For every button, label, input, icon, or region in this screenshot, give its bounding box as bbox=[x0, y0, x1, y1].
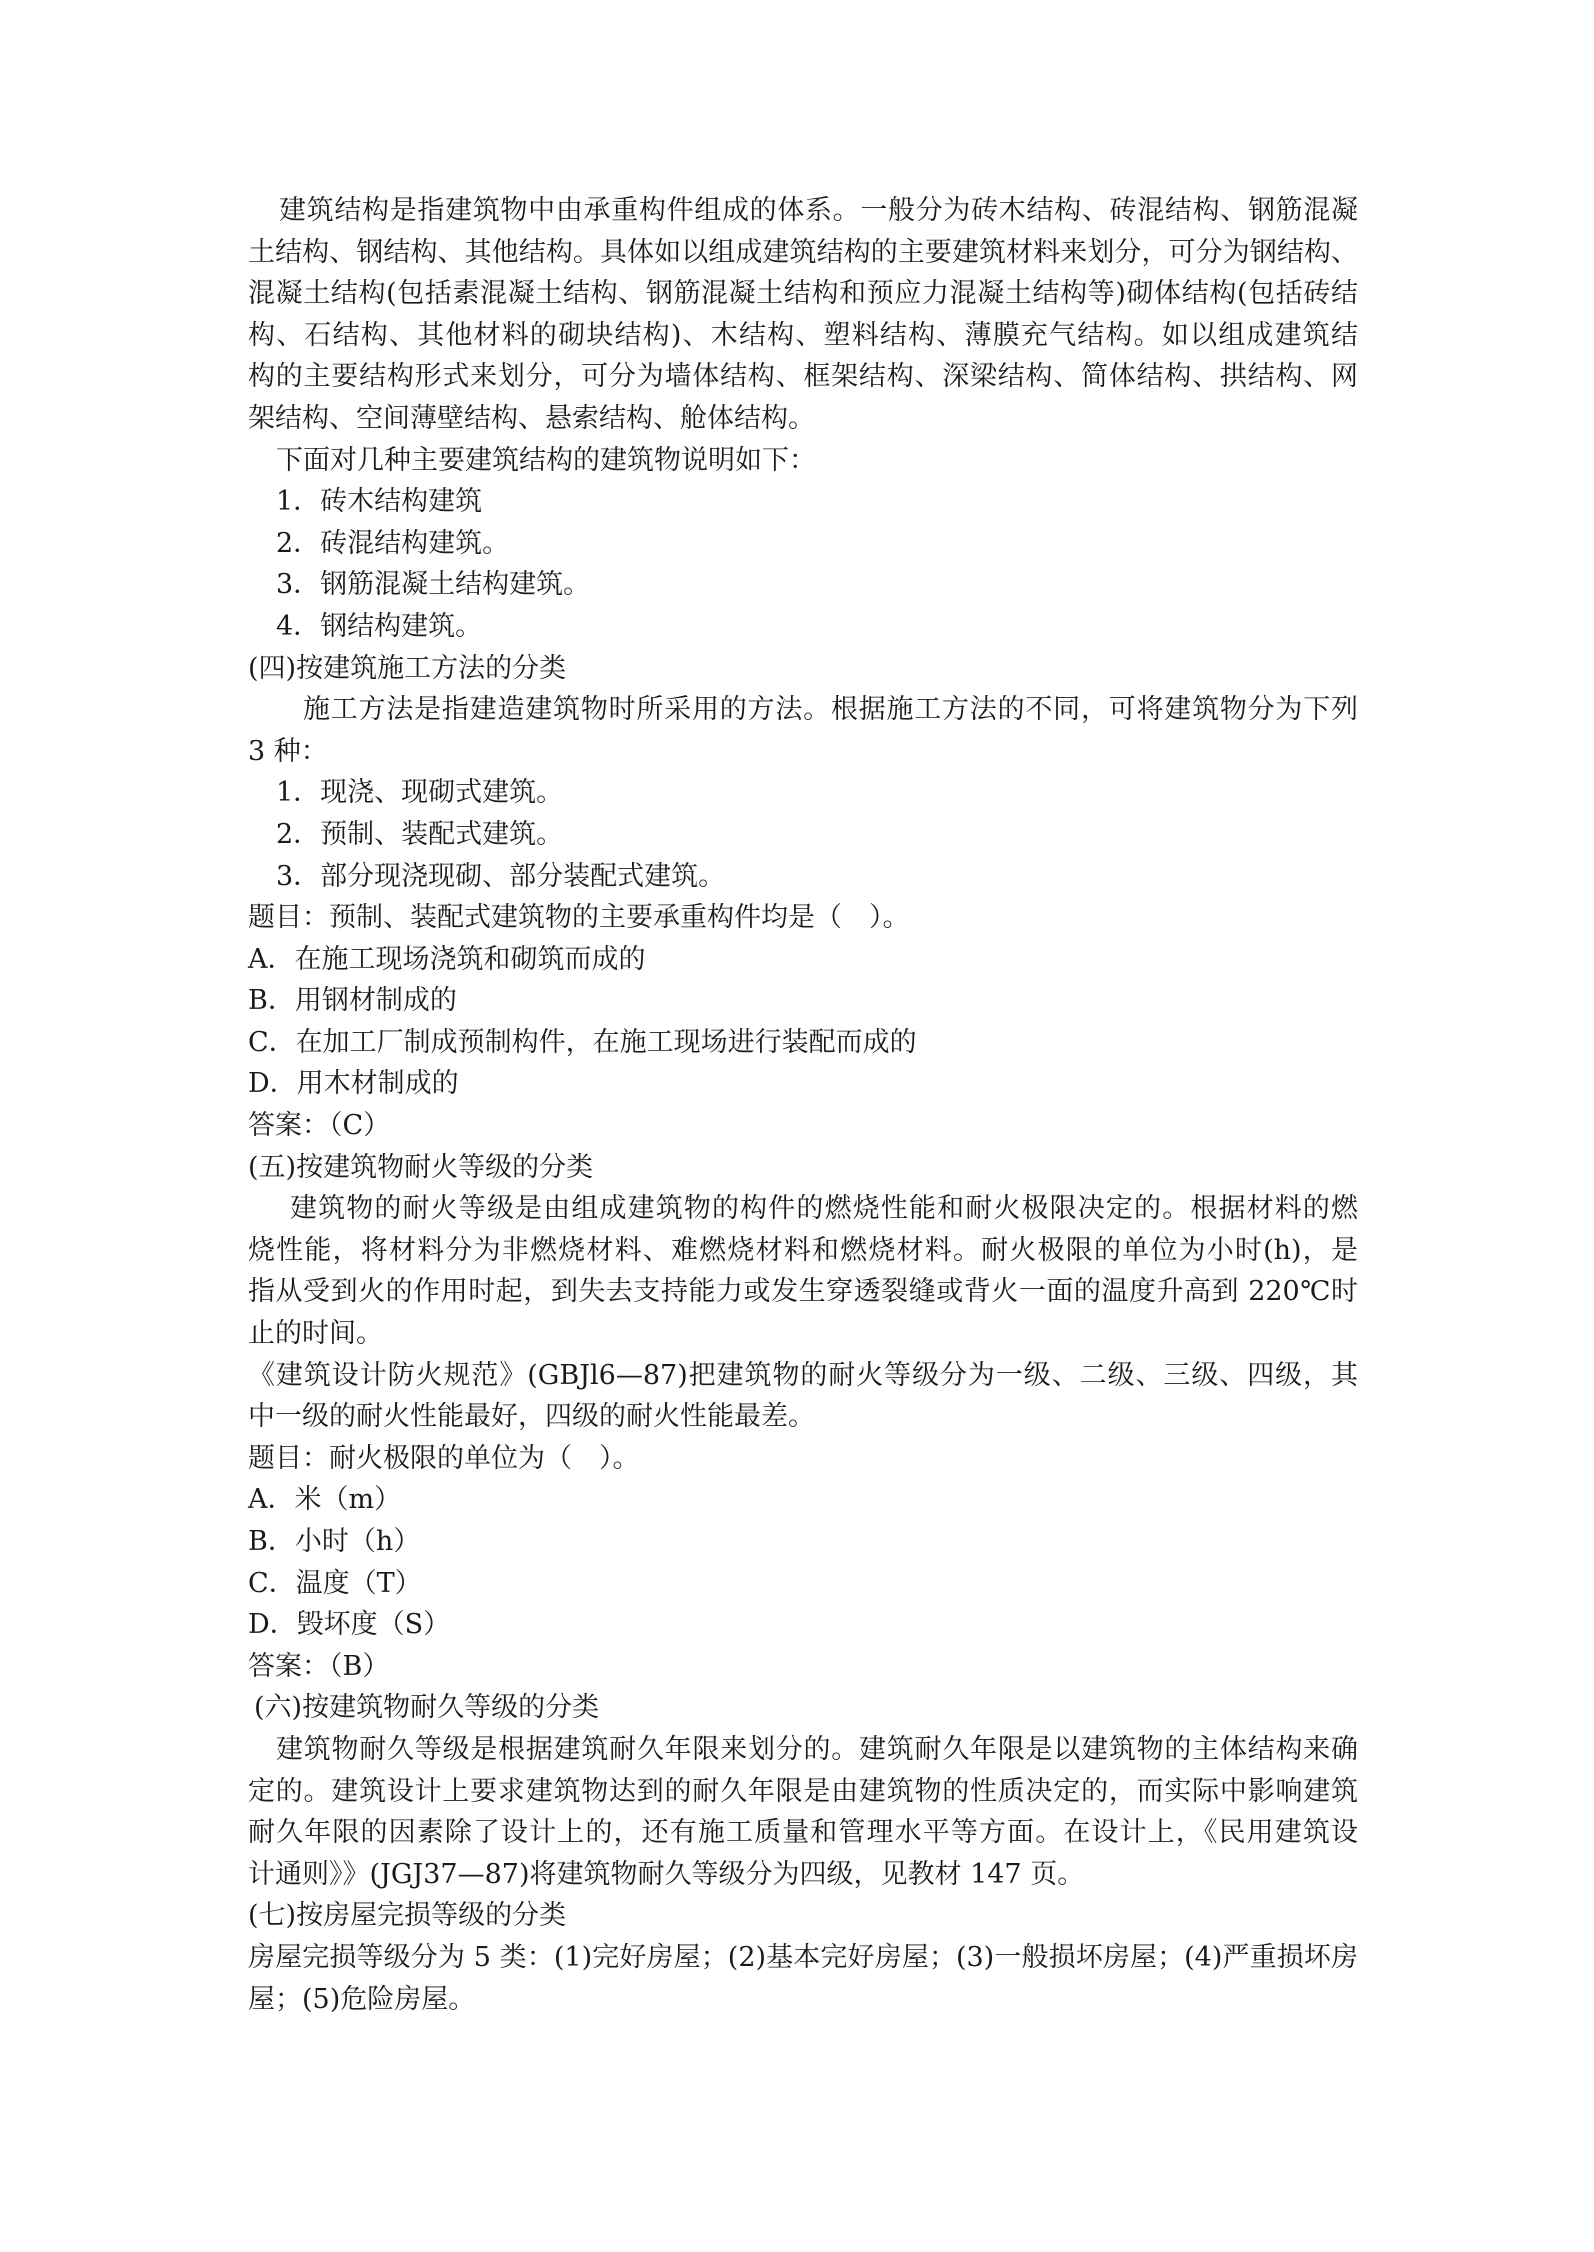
text-line: 指从受到火的作用时起，到失去支持能力或发生穿透裂缝或背火一面的温度升高到 220℃时 bbox=[248, 1276, 1358, 1308]
text-line: B．小时（h） bbox=[248, 1526, 421, 1557]
text-line: 计通则》》(JGJ37—87)将建筑物耐久等级分为四级，见教材 147 页。 bbox=[248, 1858, 1085, 1890]
text-line: 下面对几种主要建筑结构的建筑物说明如下： bbox=[276, 444, 816, 476]
text-line: 建筑结构是指建筑物中由承重构件组成的体系。一般分为砖木结构、砖混结构、钢筋混凝 bbox=[279, 195, 1358, 226]
text-line: 3．钢筋混凝土结构建筑。 bbox=[276, 569, 591, 601]
text-line: 答案：（B） bbox=[248, 1650, 390, 1682]
text-line: 烧性能，将材料分为非燃烧材料、难燃烧材料和燃烧材料。耐火极限的单位为小时(h)，是 bbox=[248, 1234, 1358, 1266]
text-line: B．用钢材制成的 bbox=[248, 985, 457, 1017]
text-line: 构、石结构、其他材料的砌块结构)、木结构、塑料结构、薄膜充气结构。如以组成建筑结 bbox=[248, 319, 1358, 351]
text-line: A．米（m） bbox=[248, 1484, 402, 1516]
text-line: 2．砖混结构建筑。 bbox=[276, 527, 510, 559]
text-line: 屋；(5)危险房屋。 bbox=[248, 1983, 476, 2015]
text-line: 4．钢结构建筑。 bbox=[276, 610, 483, 642]
text-line: 2．预制、装配式建筑。 bbox=[276, 818, 564, 850]
text-line: 土结构、钢结构、其他结构。具体如以组成建筑结构的主要建筑材料来划分，可分为钢结构、 bbox=[248, 236, 1358, 268]
text-line: 施工方法是指建造建筑物时所采用的方法。根据施工方法的不同，可将建筑物分为下列 bbox=[303, 694, 1358, 726]
text-line: 构的主要结构形式来划分，可分为墙体结构、框架结构、深梁结构、简体结构、拱结构、网 bbox=[248, 361, 1358, 393]
text-line: 3．部分现浇现砌、部分装配式建筑。 bbox=[276, 860, 726, 892]
text-line: (七)按房屋完损等级的分类 bbox=[248, 1900, 567, 1932]
text-line: 中一级的耐火性能最好，四级的耐火性能最差。 bbox=[248, 1401, 815, 1433]
text-line: 止的时间。 bbox=[248, 1318, 383, 1350]
text-line: (四)按建筑施工方法的分类 bbox=[248, 652, 567, 684]
text-line: 架结构、空间薄壁结构、悬索结构、舱体结构。 bbox=[248, 402, 815, 434]
text-line: 1．现浇、现砌式建筑。 bbox=[276, 777, 564, 809]
document-page bbox=[248, 190, 1358, 2020]
text-line: 《建筑设计防火规范》(GBJl6—87)把建筑物的耐火等级分为一级、二级、三级、四级，其 bbox=[248, 1359, 1358, 1391]
text-line: 题目：耐火极限的单位为（ ）。 bbox=[248, 1442, 640, 1474]
text-line: (六)按建筑物耐久等级的分类 bbox=[254, 1692, 600, 1724]
text-line: 1．砖木结构建筑 bbox=[276, 486, 483, 518]
text-line: C．温度（T） bbox=[248, 1567, 422, 1599]
text-line: 混凝土结构(包括素混凝土结构、钢筋混凝土结构和预应力混凝土结构等)砌体结构(包括砖结 bbox=[248, 278, 1358, 310]
text-line: A．在施工现场浇筑和砌筑而成的 bbox=[248, 943, 646, 975]
text-line: D．用木材制成的 bbox=[248, 1068, 459, 1100]
text-line: (五)按建筑物耐火等级的分类 bbox=[248, 1151, 594, 1183]
text-line: 定的。建筑设计上要求建筑物达到的耐久年限是由建筑物的性质决定的，而实际中影响建筑 bbox=[248, 1775, 1358, 1807]
text-line: 题目：预制、装配式建筑物的主要承重构件均是（ ）。 bbox=[248, 902, 910, 934]
text-line: C．在加工厂制成预制构件，在施工现场进行装配而成的 bbox=[248, 1026, 917, 1058]
text-line: 建筑物的耐火等级是由组成建筑物的构件的燃烧性能和耐火极限决定的。根据材料的燃 bbox=[290, 1193, 1358, 1225]
text-line: 耐久年限的因素除了设计上的，还有施工质量和管理水平等方面。在设计上，《民用建筑设 bbox=[248, 1817, 1358, 1849]
text-line: 房屋完损等级分为 5 类：(1)完好房屋；(2)基本完好房屋；(3)一般损坏房屋；(4)严重损坏房 bbox=[248, 1941, 1358, 1973]
text-line: 答案：（C） bbox=[248, 1110, 391, 1142]
text-line: 3 种： bbox=[248, 735, 328, 767]
text-line: D．毁坏度（S） bbox=[248, 1609, 451, 1641]
text-line: 建筑物耐久等级是根据建筑耐久年限来划分的。建筑耐久年限是以建筑物的主体结构来确 bbox=[276, 1733, 1358, 1765]
